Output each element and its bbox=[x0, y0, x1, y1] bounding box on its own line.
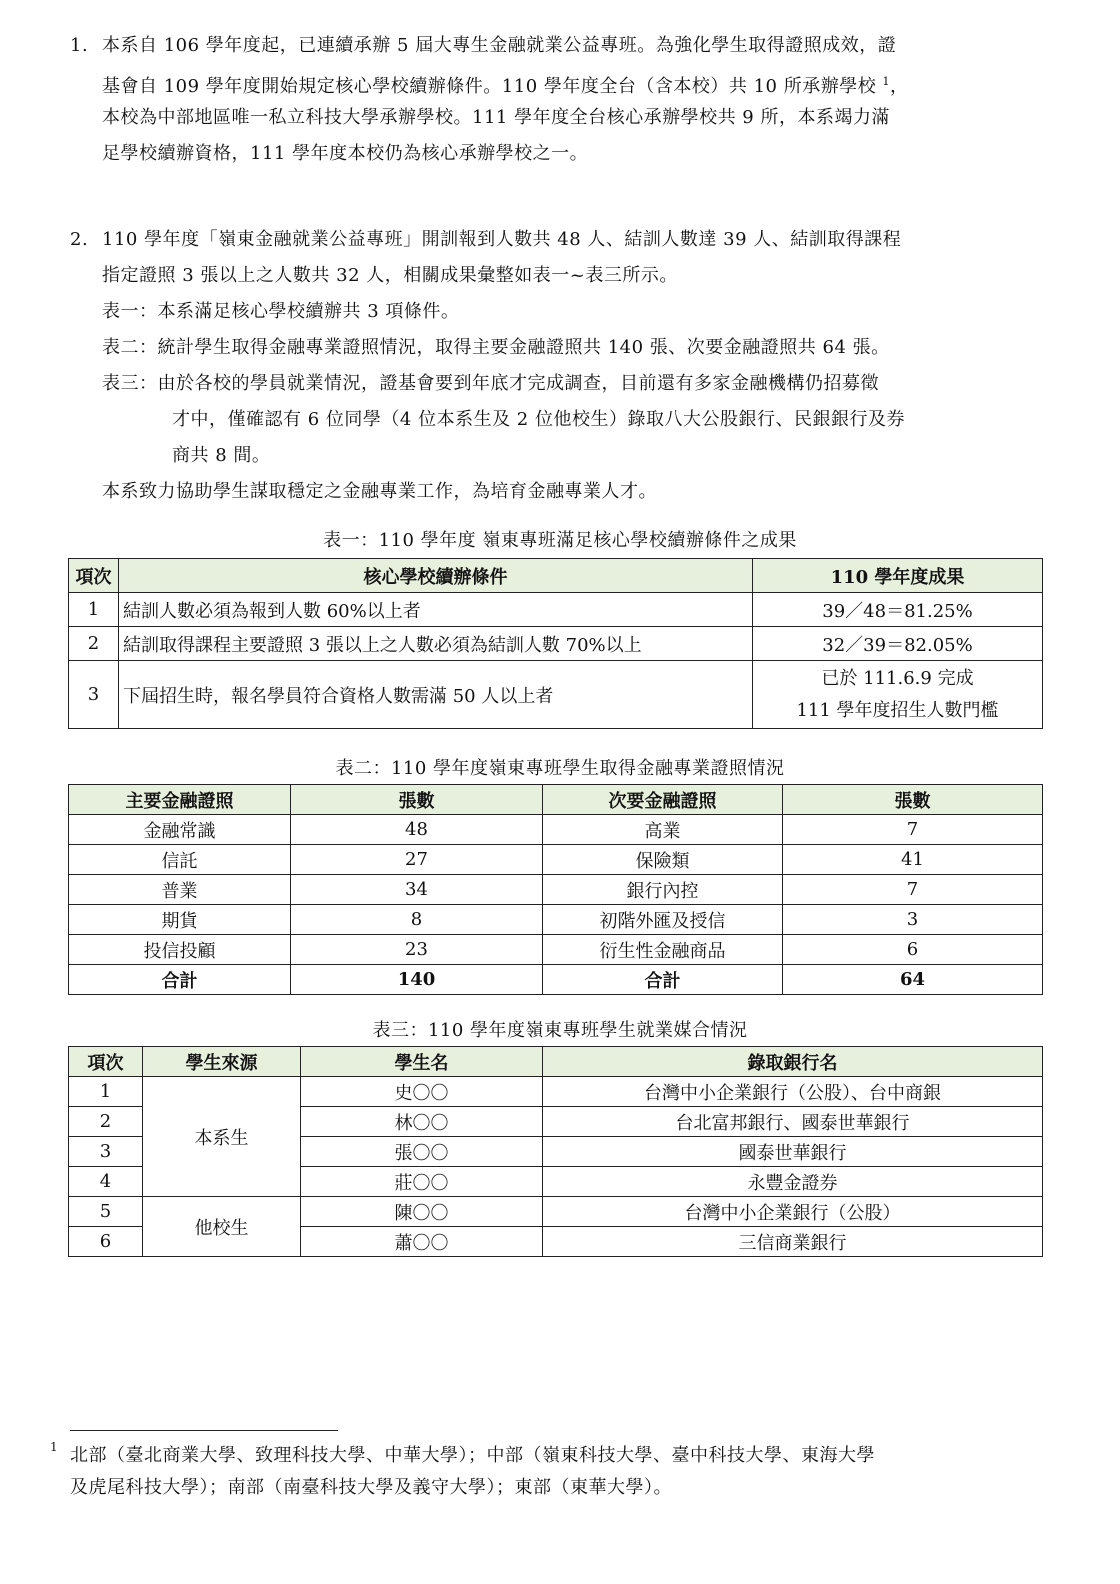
footnote-mark: 1 bbox=[50, 1440, 58, 1454]
table3-cell: 1 bbox=[69, 1077, 143, 1107]
table3-cell: 三信商業銀行 bbox=[543, 1227, 1043, 1257]
table2-total-cell: 合計 bbox=[543, 965, 783, 995]
footnote-reference[interactable]: 1 bbox=[882, 75, 890, 88]
table2-cell: 信託 bbox=[69, 845, 291, 875]
table3-cell: 2 bbox=[69, 1107, 143, 1137]
table2-header: 張數 bbox=[783, 785, 1043, 815]
paragraph-1-number: 1. bbox=[70, 35, 89, 56]
table3-cell: 莊〇〇 bbox=[301, 1167, 543, 1197]
table2-header: 主要金融證照 bbox=[69, 785, 291, 815]
table1-cell-line: 已於 111.6.9 完成 bbox=[821, 667, 974, 689]
table2-cell: 34 bbox=[291, 875, 543, 905]
table3-summary-cont: 商共 8 間。 bbox=[172, 445, 271, 466]
table1-header: 項次 bbox=[69, 559, 119, 593]
table2-cell: 初階外匯及授信 bbox=[543, 905, 783, 935]
table2-total-cell: 64 bbox=[783, 965, 1043, 995]
table3-header: 錄取銀行名 bbox=[543, 1047, 1043, 1077]
table2-cell: 23 bbox=[291, 935, 543, 965]
table3 bbox=[68, 1046, 1043, 1257]
table1-summary: 表一：本系滿足核心學校續辦共 3 項條件。 bbox=[102, 301, 460, 322]
table2-cell: 投信投顧 bbox=[69, 935, 291, 965]
table3-cell: 5 bbox=[69, 1197, 143, 1227]
paragraph-2-number: 2. bbox=[70, 229, 89, 250]
table-row bbox=[69, 593, 1043, 627]
paragraph-2-line: 110 學年度「嶺東金融就業公益專班」開訓報到人數共 48 人、結訓人數達 39 人、結訓取得課程 bbox=[102, 229, 902, 250]
table3-cell: 永豐金證券 bbox=[543, 1167, 1043, 1197]
table3-summary-cont: 才中，僅確認有 6 位同學（4 位本系生及 2 位他校生）錄取八大公股銀行、民銀銀行及券 bbox=[172, 409, 905, 430]
paragraph-1-line: 基會自 109 學年度開始規定核心學校續辦條件。110 學年度全台（含本校）共 10 所承辦學校 $^1$， bbox=[102, 75, 909, 97]
table3-cell: 6 bbox=[69, 1227, 143, 1257]
table-row bbox=[69, 815, 1043, 845]
table2-cell: 7 bbox=[783, 875, 1043, 905]
table-row bbox=[69, 935, 1043, 965]
paragraph-2-closing: 本系致力協助學生謀取穩定之金融專業工作，為培育金融專業人才。 bbox=[102, 481, 657, 502]
table3-header: 學生名 bbox=[301, 1047, 543, 1077]
table-row bbox=[69, 627, 1043, 661]
table3-cell: 張〇〇 bbox=[301, 1137, 543, 1167]
table3-cell: 蕭〇〇 bbox=[301, 1227, 543, 1257]
table3-group-cell: 本系生 bbox=[143, 1077, 301, 1197]
paragraph-1-line: 本校為中部地區唯一私立科技大學承辦學校。111 學年度全台核心承辦學校共 9 所，本系竭力滿 bbox=[102, 107, 890, 128]
table2-summary: 表二：統計學生取得金融專業證照情況，取得主要金融證照共 140 張、次要金融證照共 64 張。 bbox=[102, 337, 890, 358]
table1-cell: 結訓取得課程主要證照 3 張以上之人數必須為結訓人數 70%以上 bbox=[119, 627, 753, 661]
table3-caption: 表三：110 學年度嶺東專班學生就業媒合情況 bbox=[372, 1020, 748, 1041]
table1-header: 110 學年度成果 bbox=[753, 559, 1043, 593]
table2-cell: 衍生性金融商品 bbox=[543, 935, 783, 965]
footnote-divider bbox=[70, 1430, 338, 1431]
table2-cell: 8 bbox=[291, 905, 543, 935]
table2-total-cell: 合計 bbox=[69, 965, 291, 995]
footnote-line: 北部（臺北商業大學、致理科技大學、中華大學）；中部（嶺東科技大學、臺中科技大學、東海大學 bbox=[70, 1445, 875, 1466]
table-row bbox=[69, 875, 1043, 905]
table1-cell bbox=[753, 661, 1043, 729]
table1-cell: 結訓人數必須為報到人數 60%以上者 bbox=[119, 593, 753, 627]
table3-header: 學生來源 bbox=[143, 1047, 301, 1077]
table-row bbox=[69, 661, 1043, 729]
table-row bbox=[69, 905, 1043, 935]
table1-cell-line: 111 學年度招生人數門檻 bbox=[796, 699, 999, 721]
table2-cell: 金融常識 bbox=[69, 815, 291, 845]
table2-header: 次要金融證照 bbox=[543, 785, 783, 815]
table3-cell: 3 bbox=[69, 1137, 143, 1167]
table1 bbox=[68, 558, 1043, 729]
table2-cell: 保險類 bbox=[543, 845, 783, 875]
table3-cell: 台灣中小企業銀行（公股）、台中商銀 bbox=[543, 1077, 1043, 1107]
table1-cell: 39／48＝81.25% bbox=[753, 593, 1043, 627]
table3-cell: 4 bbox=[69, 1167, 143, 1197]
paragraph-1-line: 足學校續辦資格，111 學年度本校仍為核心承辦學校之一。 bbox=[102, 143, 589, 164]
table2-cell: 期貨 bbox=[69, 905, 291, 935]
table1-cell: 1 bbox=[69, 593, 119, 627]
table-row bbox=[69, 845, 1043, 875]
table1-header: 核心學校續辦條件 bbox=[119, 559, 753, 593]
table1-cell: 2 bbox=[69, 627, 119, 661]
table2 bbox=[68, 784, 1043, 995]
table3-cell: 台灣中小企業銀行（公股） bbox=[543, 1197, 1043, 1227]
footnote-line: 及虎尾科技大學）；南部（南臺科技大學及義守大學）；東部（東華大學）。 bbox=[70, 1477, 672, 1498]
table2-cell: 41 bbox=[783, 845, 1043, 875]
table3-header: 項次 bbox=[69, 1047, 143, 1077]
paragraph-1-line: 本系自 106 學年度起，已連續承辦 5 屆大專生金融就業公益專班。為強化學生取得證照成效，證 bbox=[102, 35, 897, 56]
table2-cell: 27 bbox=[291, 845, 543, 875]
table1-cell: 下屆招生時，報名學員符合資格人數需滿 50 人以上者 bbox=[119, 661, 753, 729]
table2-caption: 表二：110 學年度嶺東專班學生取得金融專業證照情況 bbox=[335, 758, 785, 779]
table2-cell: 3 bbox=[783, 905, 1043, 935]
table-total-row bbox=[69, 965, 1043, 995]
table-row bbox=[69, 1077, 1043, 1107]
table3-cell: 陳〇〇 bbox=[301, 1197, 543, 1227]
table2-cell: 6 bbox=[783, 935, 1043, 965]
table1-cell: 32／39＝82.05% bbox=[753, 627, 1043, 661]
table3-cell: 國泰世華銀行 bbox=[543, 1137, 1043, 1167]
table2-header: 張數 bbox=[291, 785, 543, 815]
table-row bbox=[69, 1197, 1043, 1227]
table3-cell: 史〇〇 bbox=[301, 1077, 543, 1107]
table3-summary: 表三：由於各校的學員就業情況，證基會要到年底才完成調查，目前還有多家金融機構仍招募徵 bbox=[102, 373, 879, 394]
table2-cell: 48 bbox=[291, 815, 543, 845]
table1-cell: 3 bbox=[69, 661, 119, 729]
table3-cell: 林〇〇 bbox=[301, 1107, 543, 1137]
table3-group-cell: 他校生 bbox=[143, 1197, 301, 1257]
table2-cell: 普業 bbox=[69, 875, 291, 905]
table3-cell: 台北富邦銀行、國泰世華銀行 bbox=[543, 1107, 1043, 1137]
table2-cell: 7 bbox=[783, 815, 1043, 845]
table2-cell: 高業 bbox=[543, 815, 783, 845]
table2-cell: 銀行內控 bbox=[543, 875, 783, 905]
table2-total-cell: 140 bbox=[291, 965, 543, 995]
paragraph-2-line: 指定證照 3 張以上之人數共 32 人，相關成果彙整如表一~表三所示。 bbox=[102, 265, 678, 286]
table1-caption: 表一：110 學年度 嶺東專班滿足核心學校續辦條件之成果 bbox=[323, 530, 797, 551]
